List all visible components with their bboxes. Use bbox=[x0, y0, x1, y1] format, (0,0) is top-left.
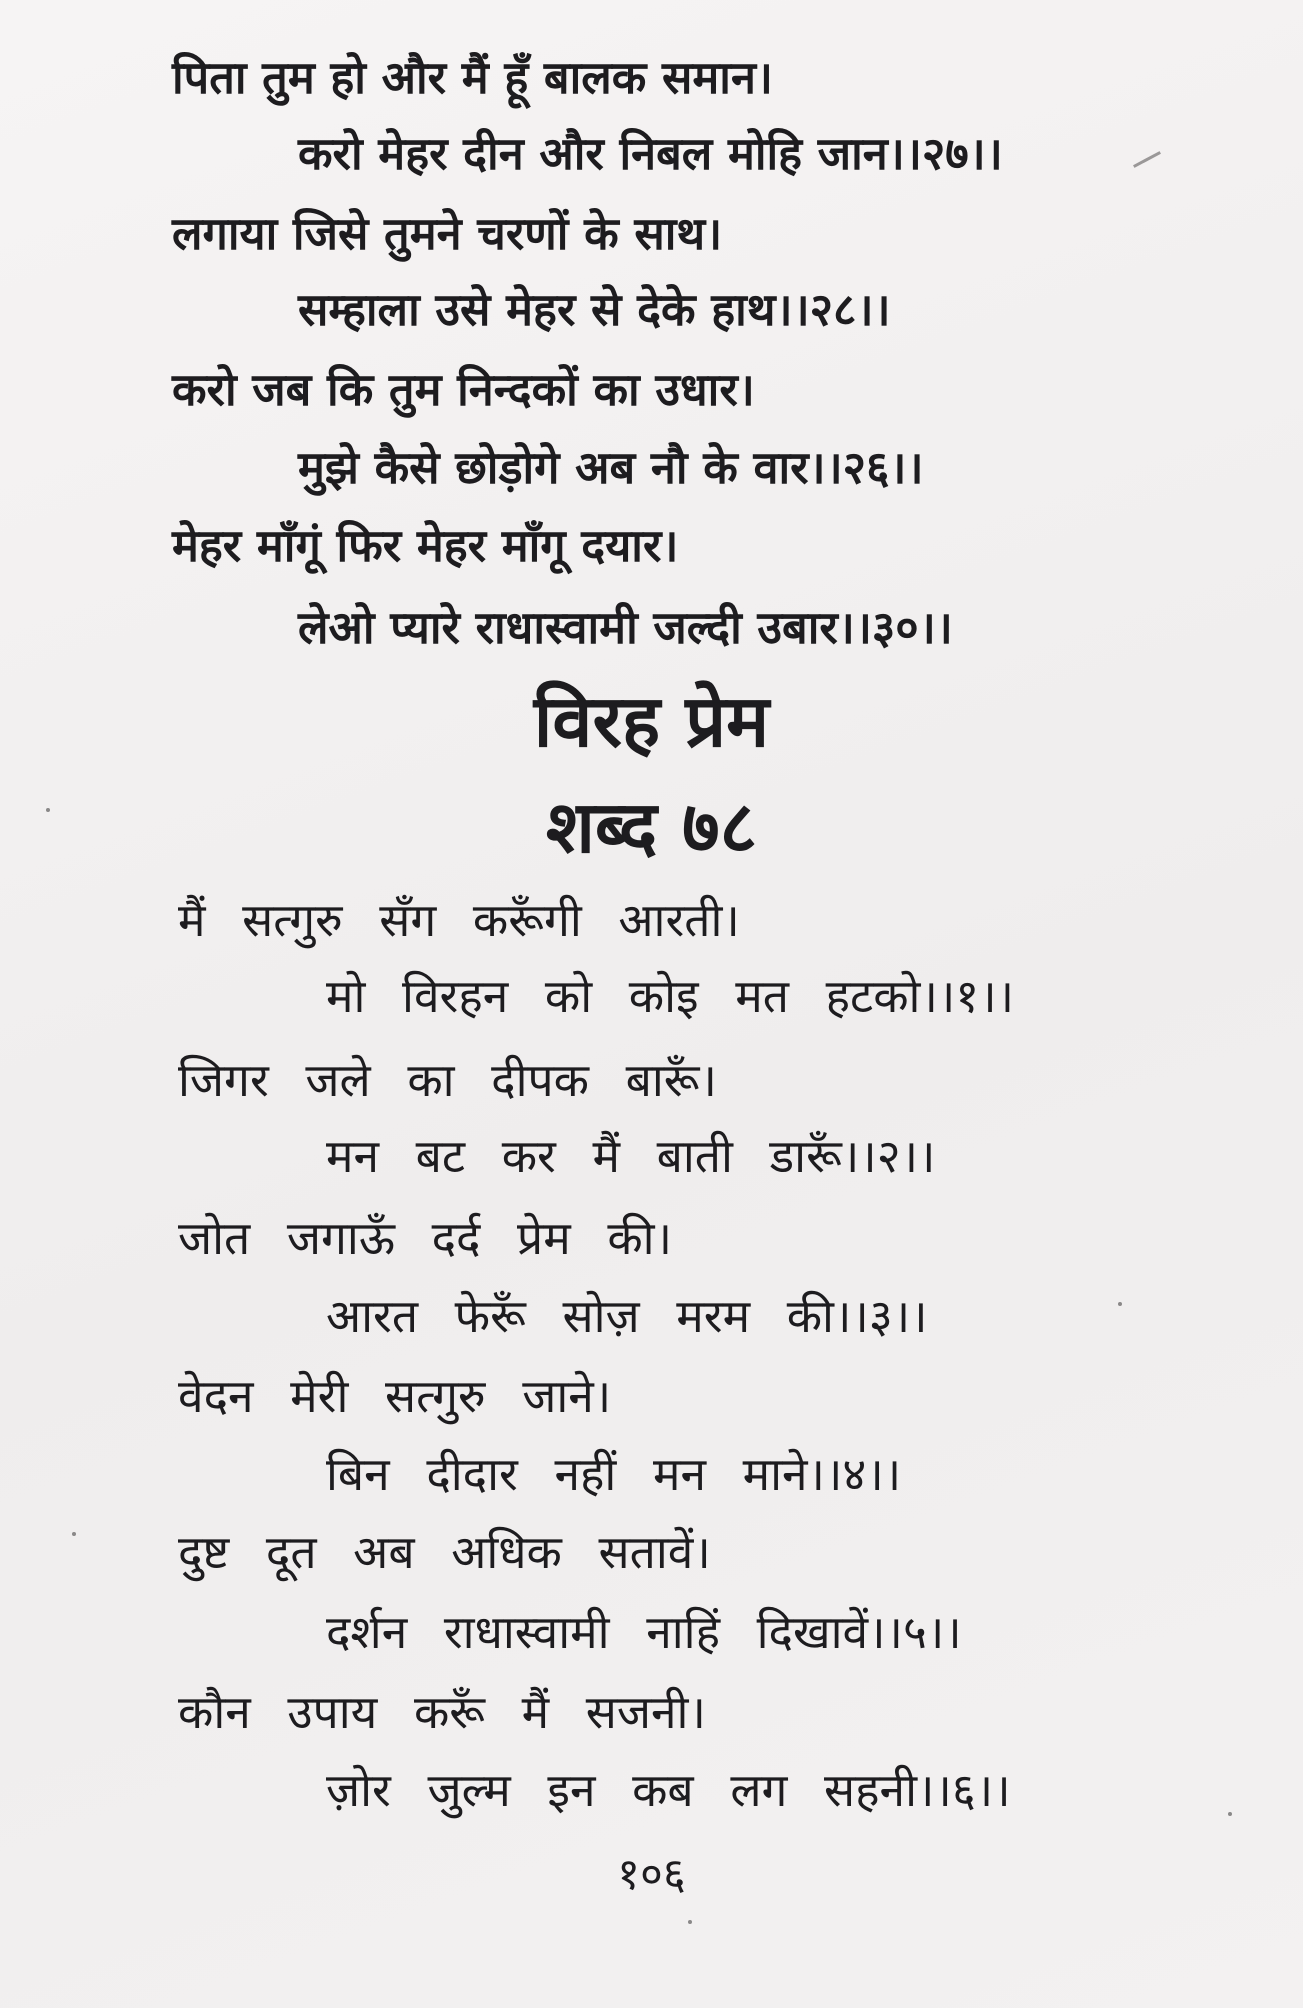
verse-line: वेदन मेरी सत्गुरु जाने। bbox=[178, 1369, 612, 1423]
verse-line: करो मेहर दीन और निबल मोहि जान।।२७।। bbox=[298, 127, 1003, 180]
scan-speck bbox=[688, 1920, 692, 1924]
verse-line: मेहर माँगूं फिर मेहर माँगू दयार। bbox=[172, 519, 679, 572]
verse-line: करो जब कि तुम निन्दकों का उधार। bbox=[172, 363, 755, 416]
verse-line: जिगर जले का दीपक बारूँ। bbox=[178, 1053, 717, 1107]
verse-line: जोत जगाऊँ दर्द प्रेम की। bbox=[178, 1211, 673, 1265]
verse-line: ज़ोर जुल्म इन कब लग सहनी।।६।। bbox=[326, 1763, 1011, 1817]
verse-line: मो विरहन को कोइ मत हटको।।१।। bbox=[326, 969, 1015, 1023]
verse-line: मन बट कर मैं बाती डारूँ।।२।। bbox=[326, 1129, 936, 1183]
verse-line: दुष्ट दूत अब अधिक सतावें। bbox=[178, 1525, 711, 1579]
scan-speck bbox=[72, 1532, 76, 1536]
verse-line: मैं सत्गुरु सँग करूँगी आरती। bbox=[178, 893, 740, 947]
verse-line: आरत फेरूँ सोज़ मरम की।।३।। bbox=[326, 1289, 928, 1343]
section-subtitle: शब्द ७८ bbox=[545, 785, 758, 869]
page-number: १०६ bbox=[617, 1849, 686, 1900]
verse-line: कौन उपाय करूँ मैं सजनी। bbox=[178, 1685, 706, 1739]
verse-line: लगाया जिसे तुमने चरणों के साथ। bbox=[172, 207, 723, 260]
verse-line: पिता तुम हो और मैं हूँ बालक समान। bbox=[172, 51, 773, 104]
pencil-mark bbox=[1133, 151, 1161, 168]
section-title: विरह प्रेम bbox=[533, 679, 770, 763]
verse-line: मुझे कैसे छोड़ोगे अब नौ के वार।।२६।। bbox=[298, 441, 924, 494]
scan-speck bbox=[1228, 1812, 1232, 1816]
verse-line: दर्शन राधास्वामी नाहिं दिखावें।।५।। bbox=[326, 1605, 962, 1659]
scan-speck bbox=[1118, 1302, 1122, 1306]
scan-speck bbox=[46, 808, 50, 812]
verse-line: सम्हाला उसे मेहर से देके हाथ।।२८।। bbox=[298, 283, 891, 336]
verse-line: बिन दीदार नहीं मन माने।।४।। bbox=[326, 1447, 902, 1501]
verse-line: लेओ प्यारे राधास्वामी जल्दी उबार।।३०।। bbox=[298, 601, 953, 654]
